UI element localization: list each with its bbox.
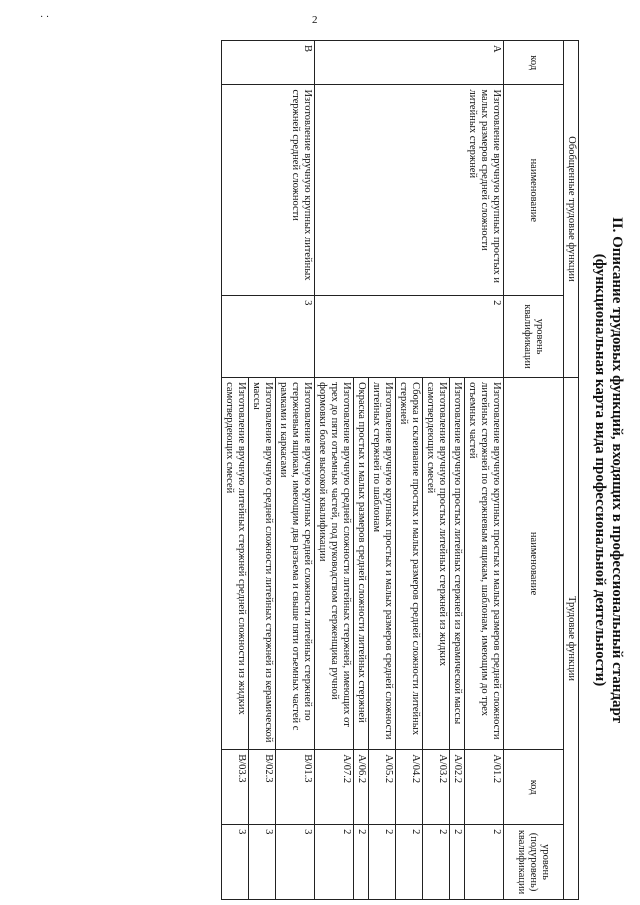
header-generalized: Обобщенные трудовые функции (564, 41, 579, 378)
function-level: 2 (465, 825, 504, 900)
title-line-1: II. Описание трудовых функций, входящих в профессиональный стандарт (609, 216, 625, 724)
title-line-2: (функциональная карта вида профессиональной деятельности) (592, 253, 608, 687)
header-row (504, 41, 564, 900)
group-code: В (222, 41, 315, 85)
function-code: A/04.2 (396, 750, 423, 825)
page-number: 2 (312, 14, 318, 26)
rotated-page (15, 40, 625, 900)
group-name: Изготовление вручную крупных литейных стержней средней сложности (222, 85, 315, 296)
function-level: 2 (315, 825, 354, 900)
function-name: Изготовление вручную литейных стержней средней сложности из жидких самотвердеющих смесей (222, 378, 249, 750)
function-level: 3 (222, 825, 249, 900)
header-labor: Трудовые функции (564, 378, 579, 900)
scan-specks: · · (40, 12, 50, 23)
function-level: 3 (276, 825, 315, 900)
header-subcode: код (504, 750, 564, 825)
function-name: Окраска простых и малых размеров средней сложности литейных стержней (354, 378, 369, 750)
function-name: Изготовление вручную крупных простых и малых размеров средней сложности литейных стержней по стержневым ящикам, шаблонам, имеющим до трех отъемных частей (465, 378, 504, 750)
function-name: Изготовление вручную простых литейных стержней из керамической массы (450, 378, 465, 750)
function-level: 2 (396, 825, 423, 900)
function-code: A/06.2 (354, 750, 369, 825)
function-name: Изготовление вручную средней сложности литейных стержней, имеющих от трех до пяти отъемных частей, под руководством стерженщика ручной формовки более высокой квалификации (315, 378, 354, 750)
function-level: 2 (423, 825, 450, 900)
header-level: уровень квалификации (504, 296, 564, 378)
table-row (276, 41, 315, 900)
function-level: 2 (354, 825, 369, 900)
table-row (465, 41, 504, 900)
function-code: B/02.3 (249, 750, 276, 825)
header-code: код (504, 41, 564, 85)
header-subname: наименование (504, 378, 564, 750)
function-name: Изготовление вручную крупных средней сложности литейных стержней по стержневым ящикам, имеющим два разъема и свыше пяти отъемных частей с рамками и каркасами (276, 378, 315, 750)
function-code: A/02.2 (450, 750, 465, 825)
function-name: Сборка и склеивание простых и малых размеров средней сложности литейных стержней (396, 378, 423, 750)
function-name: Изготовление вручную простых литейных стержней из жидких самотвердеющих смесей (423, 378, 450, 750)
function-code: A/01.2 (465, 750, 504, 825)
function-code: B/03.3 (222, 750, 249, 825)
function-name: Изготовление вручную крупных простых и малых размеров средней сложности литейных стержней по шаблонам (369, 378, 396, 750)
section-title (591, 40, 625, 900)
function-level: 2 (450, 825, 465, 900)
header-row-top (564, 41, 579, 900)
header-sublevel: уровень (подуровень) квалификации (504, 825, 564, 900)
function-code: A/07.2 (315, 750, 354, 825)
group-code: А (315, 41, 504, 85)
function-name: Изготовление вручную средней сложности литейных стержней из керамической массы (249, 378, 276, 750)
function-code: B/01.3 (276, 750, 315, 825)
group-level: 2 (315, 296, 504, 378)
function-code: A/05.2 (369, 750, 396, 825)
functional-map-table (221, 40, 579, 900)
function-level: 2 (369, 825, 396, 900)
header-name: наименование (504, 85, 564, 296)
function-code: A/03.2 (423, 750, 450, 825)
function-level: 3 (249, 825, 276, 900)
group-name: Изготовление вручную крупных простых и малых размеров средней сложности литейных стержней (315, 85, 504, 296)
group-level: 3 (222, 296, 315, 378)
